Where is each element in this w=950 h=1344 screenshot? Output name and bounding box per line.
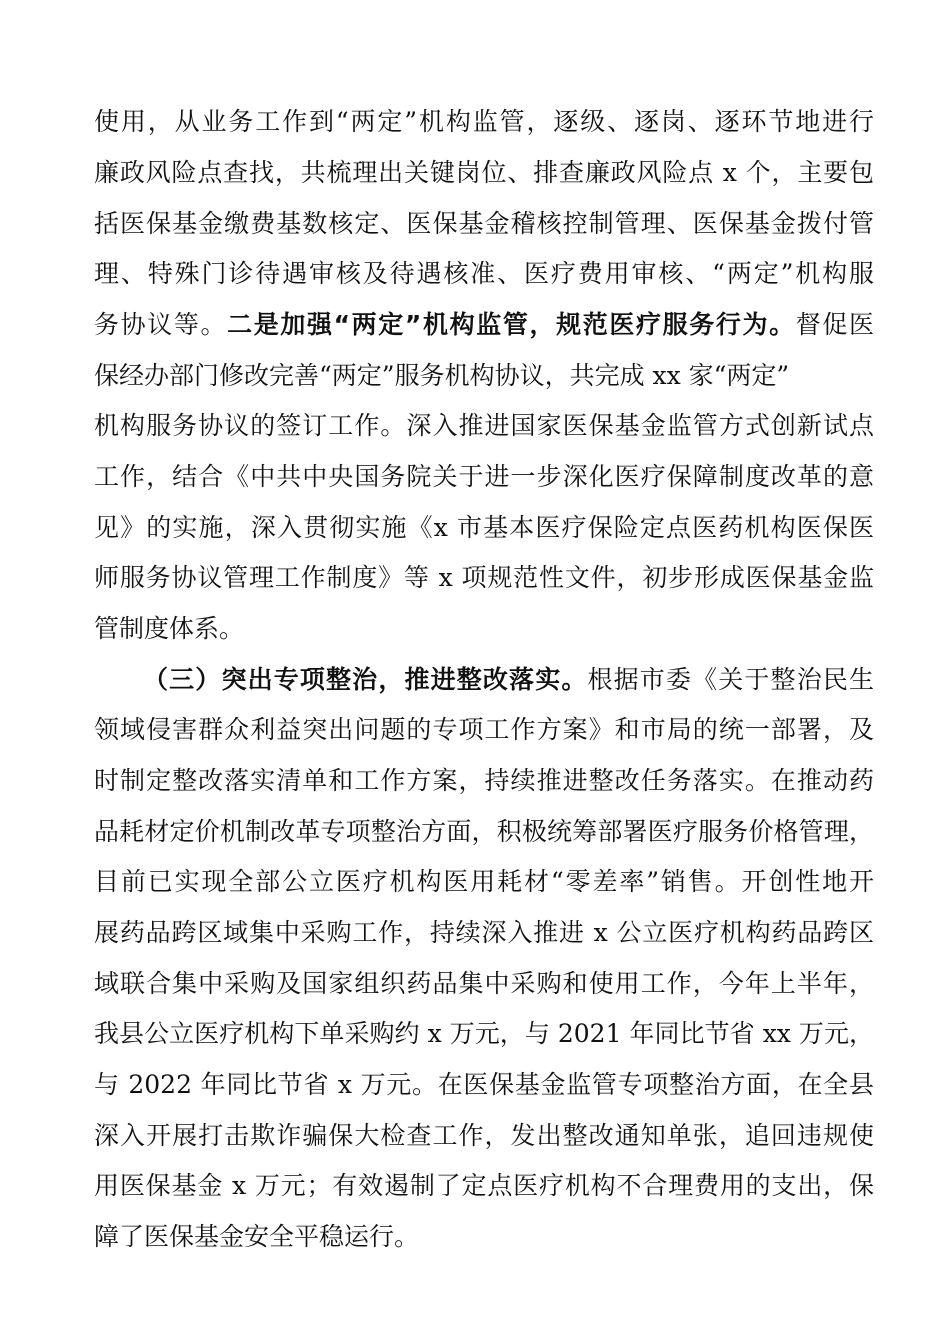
text-line [94, 402, 874, 450]
text-segment: 时制定整改落实清单和工作方案，持续推进整改任务落实。在推动药 [94, 766, 874, 795]
text-segment: 督促医 [795, 310, 874, 339]
text-segment: 领域侵害群众利益突出问题的专项工作方案》和市局的统一部署，及 [94, 715, 874, 744]
text-segment: 深入开展打击欺诈骗保大检查工作，发出整改通知单张，追回违规使 [94, 1121, 874, 1150]
text-line [94, 858, 874, 906]
text-line [94, 200, 874, 248]
text-line [94, 605, 874, 653]
text-segment: 障了医保基金安全平稳运行。 [94, 1222, 420, 1251]
text-line [94, 504, 874, 552]
text-line [94, 960, 874, 1008]
text-segment: 目前已实现全部公立医疗机构医用耗材“零差率”销售。开创性地开 [94, 867, 874, 896]
text-segment: 管制度体系。 [94, 614, 245, 643]
text-segment: 机构服务协议的签订工作。深入推进国家医保基金监管方式创新试点 [94, 411, 874, 440]
text-segment: 域联合集中采购及国家组织药品集中采购和使用工作，今年上半年， [94, 969, 874, 998]
text-line [143, 656, 874, 704]
text-line [94, 706, 874, 754]
text-segment: 用医保基金 x 万元；有效遏制了定点医疗机构不合理费用的支出，保 [94, 1171, 874, 1200]
section-heading: （三）突出专项整治，推进整改落实。 [143, 665, 588, 694]
text-segment: 保经办部门修改完善“两定”服务机构协议，共完成 xx 家“两定” [94, 361, 790, 390]
text-segment: 务协议等。 [94, 310, 228, 339]
text-segment: 师服务协议管理工作制度》等 x 项规范性文件，初步形成医保基金监 [94, 563, 874, 592]
text-line [94, 909, 874, 957]
text-line [94, 757, 874, 805]
text-line [94, 453, 874, 501]
text-line [94, 1112, 874, 1160]
text-segment: 品耗材定价机制改革专项整治方面，积极统筹部署医疗服务价格管理， [94, 817, 874, 846]
text-segment: 我县公立医疗机构下单采购约 x 万元，与 2021 年同比节省 xx 万元， [94, 1019, 874, 1048]
text-segment: 见》的实施，深入贯彻实施《x 市基本医疗保险定点医药机构医保医 [94, 513, 874, 542]
text-line [94, 1061, 874, 1109]
text-line [94, 301, 874, 349]
text-segment: 与 2022 年同比节省 x 万元。在医保基金监管专项整治方面，在全县 [94, 1070, 874, 1099]
text-segment: 展药品跨区域集中采购工作，持续深入推进 x 公立医疗机构药品跨区 [94, 918, 874, 947]
text-segment: 根据市委《关于整治民生 [587, 665, 874, 694]
text-segment: 使用，从业务工作到“两定”机构监管，逐级、逐岗、逐环节地进行 [94, 107, 874, 136]
text-line [94, 554, 874, 602]
text-segment: 廉政风险点查找，共梳理出关键岗位、排查廉政风险点 x 个，主要包 [94, 158, 874, 187]
text-line [94, 808, 874, 856]
text-segment: 括医保基金缴费基数核定、医保基金稽核控制管理、医保基金拨付管 [94, 209, 874, 238]
text-line [94, 98, 874, 146]
text-line [94, 149, 874, 197]
text-segment: 理、特殊门诊待遇审核及待遇核准、医疗费用审核、“两定”机构服 [94, 259, 874, 288]
text-segment: 工作，结合《中共中央国务院关于进一步深化医疗保障制度改革的意 [94, 462, 874, 491]
text-line [94, 1010, 874, 1058]
bold-heading-segment: 二是加强“两定”机构监管，规范医疗服务行为。 [227, 310, 796, 339]
text-line [94, 1213, 874, 1261]
text-line [94, 352, 874, 400]
text-line [94, 250, 874, 298]
text-line [94, 1162, 874, 1210]
